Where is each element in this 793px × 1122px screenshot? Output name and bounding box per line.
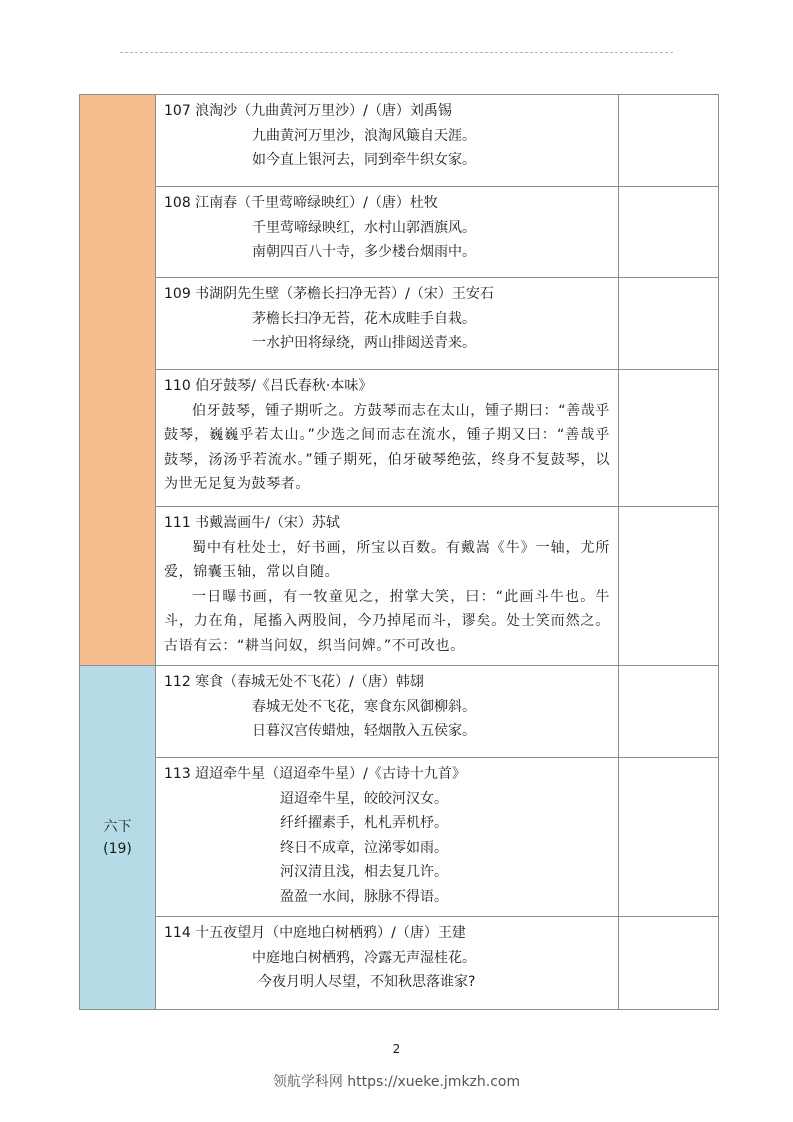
verse-line: 迢迢牵牛星，皎皎河汉女。 <box>280 790 448 807</box>
entry-title: 113 迢迢牵牛星（迢迢牵牛星）/《古诗十九首》 <box>164 766 466 782</box>
verse-line: 日暮汉宫传蜡烛，轻烟散入五侯家。 <box>252 723 476 739</box>
page-number: 2 <box>392 1042 401 1056</box>
footer-watermark: 领航学科网 https://xueke.jmkzh.com <box>272 1074 521 1090</box>
verse-line: 春城无处不飞花，寒食东风御柳斜。 <box>252 698 476 715</box>
entry-109 <box>156 278 619 370</box>
verse-line: 一水护田将绿绕，两山排闼送青来。 <box>252 335 476 351</box>
entry-111 <box>156 507 619 666</box>
entry-112 <box>156 666 619 758</box>
header-rule <box>120 52 673 53</box>
entry-110 <box>156 370 619 507</box>
notes-cell <box>619 666 719 758</box>
verse-line: 如今直上银河去，同到牵牛织女家。 <box>252 152 476 168</box>
notes-cell <box>619 507 719 666</box>
notes-cell <box>619 95 719 187</box>
group-label: 六下 <box>103 818 132 835</box>
entry-title: 111 书戴嵩画牛/（宋）苏轼 <box>164 515 340 531</box>
verse-line: 纤纤擢素手，札札弄机杼。 <box>280 815 448 831</box>
group-count: (19) <box>103 840 132 857</box>
grade-group-cell-orange <box>80 95 156 666</box>
entry-title: 110 伯牙鼓琴/《吕氏春秋·本味》 <box>164 378 373 394</box>
entry-113 <box>156 758 619 917</box>
prose-paragraph: 蜀中有杜处士，好书画，所宝以百数。有戴嵩《牛》一轴，尤所爱，锦囊玉轴，常以自随。 <box>164 539 610 580</box>
entry-108 <box>156 187 619 278</box>
entry-title: 112 寒食（春城无处不飞花）/（唐）韩翃 <box>164 674 424 690</box>
entry-title: 107 浪淘沙（九曲黄河万里沙）/（唐）刘禹锡 <box>164 103 452 119</box>
verse-line: 千里莺啼绿映红，水村山郭酒旗风。 <box>252 219 476 236</box>
verse-line: 九曲黄河万里沙，浪淘风簸自天涯。 <box>252 127 476 144</box>
grade-group-cell-blue <box>80 666 156 1010</box>
entry-title: 114 十五夜望月（中庭地白树栖鸦）/（唐）王建 <box>164 925 466 941</box>
verse-line: 南朝四百八十寺，多少楼台烟雨中。 <box>252 244 476 260</box>
verse-line: 终日不成章，泣涕零如雨。 <box>280 839 448 856</box>
verse-line: 今夜月明人尽望，不知秋思落谁家? <box>258 974 476 990</box>
entry-title: 108 江南春（千里莺啼绿映红）/（唐）杜牧 <box>164 195 438 211</box>
verse-line: 河汉清且浅，相去复几许。 <box>280 864 448 880</box>
verse-line: 盈盈一水间，脉脉不得语。 <box>280 888 448 905</box>
verse-line: 茅檐长扫净无苔，花木成畦手自栽。 <box>252 310 476 327</box>
entry-114 <box>156 917 619 1010</box>
prose-paragraph: 伯牙鼓琴，锺子期听之。方鼓琴而志在太山，锺子期曰：“善哉乎鼓琴，巍巍乎若太山。”少选之间而志在流水，锺子期又曰：“善哉乎鼓琴，汤汤乎若流水。”锺子期死，伯牙破琴绝弦，终身不复鼓琴，以为世无足复为鼓琴者。 <box>164 402 610 492</box>
prose-paragraph: 一日曝书画，有一牧童见之，拊掌大笑，曰：“此画斗牛也。牛斗，力在角，尾搐入两股间，今乃掉尾而斗，谬矣。处士笑而然之。古语有云：“耕当问奴，织当问婢。”不可改也。 <box>164 588 610 654</box>
entry-107 <box>156 95 619 187</box>
notes-cell <box>619 187 719 278</box>
notes-cell <box>619 758 719 917</box>
poem-table <box>79 94 719 1010</box>
notes-cell <box>619 917 719 1010</box>
notes-cell <box>619 370 719 507</box>
entry-title: 109 书湖阴先生壁（茅檐长扫净无苔）/（宋）王安石 <box>164 286 494 302</box>
notes-cell <box>619 278 719 370</box>
verse-line: 中庭地白树栖鸦，冷露无声湿桂花。 <box>252 949 476 966</box>
